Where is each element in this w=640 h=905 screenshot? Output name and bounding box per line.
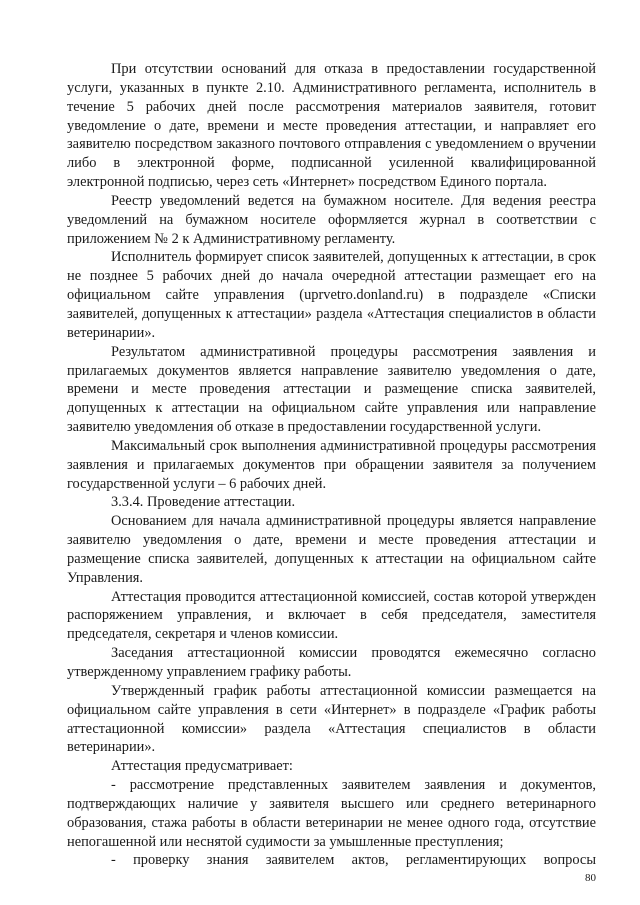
page-number: 80 bbox=[585, 872, 596, 884]
list-item-knowledge-check: - проверку знания заявителем актов, регламентирующих вопросы bbox=[111, 852, 596, 869]
document-body bbox=[67, 60, 596, 870]
paragraph-commission-meetings: Заседания аттестационной комиссии проводятся ежемесячно согласно утвержденному управлением графику работы. bbox=[67, 645, 596, 680]
list-item-document-review: - рассмотрение представленных заявителем заявления и документов, подтверждающих наличие у заявителя высшего или среднего ветеринарного образования, стажа работы в области ветеринарии не менее одного года, отсутствие непогашенной или неснятой судимости за умышленные преступления; bbox=[67, 777, 596, 850]
paragraph-schedule-publication: Утвержденный график работы аттестационной комиссии размещается на официальном сайте управления в сети «Интернет» в подразделе «График работы аттестационной комиссии» раздела «Аттестация специалистов в области ветеринарии». bbox=[67, 682, 596, 756]
paragraph-notification-preparation: При отсутствии оснований для отказа в предоставлении государственной услуги, указанных в пункте 2.10. Административного регламента, исполнитель в течение 5 рабочих дней после рассмотрения материалов заявителя, готовит уведомление о дате, времени и месте проведения аттестации, и направляет его заявителю посредством заказного почтового отправления с уведомлением о вручении либо в электронной форме, подписанной усиленной квалифицированной электронной подписью, через сеть «Интернет» посредством Единого портала. bbox=[67, 61, 596, 191]
paragraph-procedure-basis: Основанием для начала административной процедуры является направление заявителю уведомления о дате, времени и месте проведения аттестации и размещение списка заявителей, допущенных к аттестации на официальном сайте Управления. bbox=[67, 513, 596, 586]
paragraph-applicant-list: Исполнитель формирует список заявителей, допущенных к аттестации, в срок не позднее 5 рабочих дней до начала очередной аттестации размещает его на официальном сайте управления (uprvetro.donland.ru) в подразделе «Списки заявителей, допущенных к аттестации» раздела «Аттестация специалистов в области ветеринарии». bbox=[67, 249, 596, 341]
paragraph-commission-composition: Аттестация проводится аттестационной комиссией, состав которой утвержден распоряжением управления, и включает в себя председателя, заместителя председателя, секретаря и членов комиссии. bbox=[67, 588, 596, 643]
paragraph-certification-includes: Аттестация предусматривает: bbox=[111, 758, 293, 775]
paragraph-procedure-result: Результатом административной процедуры рассмотрения заявления и прилагаемых документов является направление заявителю уведомления о дате, времени и месте проведения аттестации и размещение списка заявителей, допущенных к аттестации на официальном сайте управления или направление заявителю уведомления об отказе в предоставлении государственной услуги. bbox=[67, 343, 596, 436]
paragraph-max-duration: Максимальный срок выполнения административной процедуры рассмотрения заявления и прилагаемых документов при обращении заявителя за получением государственной услуги – 6 рабочих дней. bbox=[67, 437, 596, 492]
section-heading-certification: 3.3.4. Проведение аттестации. bbox=[111, 494, 296, 511]
paragraph-notification-registry: Реестр уведомлений ведется на бумажном носителе. Для ведения реестра уведомлений на бумажном носителе оформляется журнал в соответствии с приложением № 2 к Административному регламенту. bbox=[67, 192, 596, 247]
